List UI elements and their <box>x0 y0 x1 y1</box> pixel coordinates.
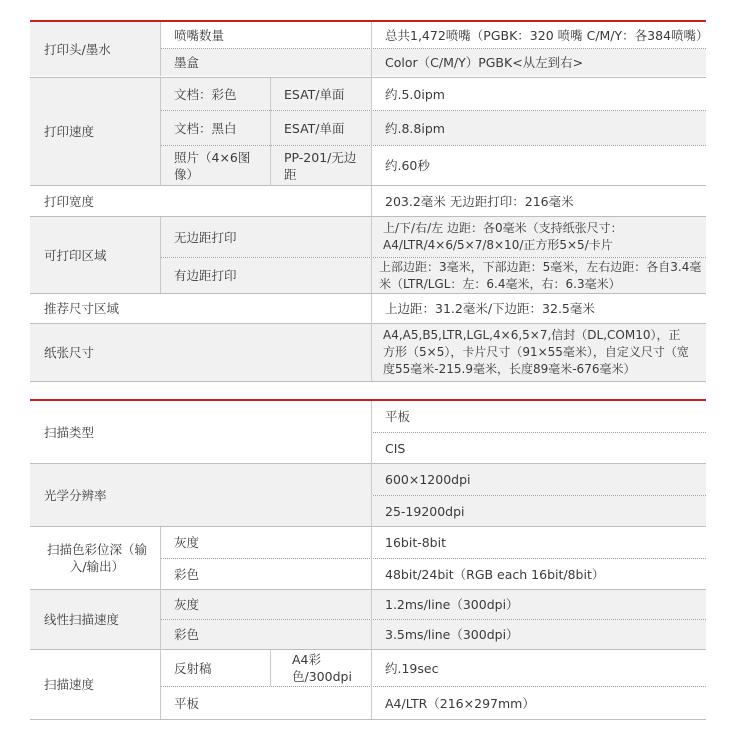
bordered-value <box>371 258 706 293</box>
bordered-label-text: 有边距打印 <box>174 268 237 283</box>
speed-row-mode <box>270 78 371 110</box>
col-divider <box>270 650 271 686</box>
col-divider <box>371 401 372 719</box>
scan-type-label <box>30 401 371 463</box>
bordered-value-text: 上部边距：3毫米，下部边距：5毫米，左右边距：各自3.4毫米（LTR/LGL：左：6.4毫米，右：6.3毫米） <box>379 259 702 291</box>
col-divider <box>270 78 271 185</box>
color-depth-label-text: 扫描色彩位深（输入/输出） <box>46 542 147 574</box>
bordered-label <box>160 258 371 293</box>
line-speed-value-text: 1.2ms/line（300dpi） <box>385 597 519 612</box>
print-width-label-text: 打印宽度 <box>44 193 95 209</box>
print-speed-label-text: 打印速度 <box>44 124 95 139</box>
borderless-label <box>160 217 371 257</box>
depth-sub-label <box>160 559 371 589</box>
speed-row-value <box>371 111 706 145</box>
print-spec-table <box>30 20 709 382</box>
printable-area-label <box>30 217 160 293</box>
speed-value-text: 约.5.0ipm <box>385 86 445 102</box>
recommended-value-text: 上边距：31.2毫米/下边距：32.5毫米 <box>385 301 595 316</box>
scan-spec-table <box>30 399 706 721</box>
print-speed-label <box>30 78 160 185</box>
ink-label <box>160 49 371 76</box>
group-divider <box>30 381 706 382</box>
line-speed-sub-text: 灰度 <box>174 597 200 612</box>
speed-row-type <box>160 111 270 145</box>
speed-row-value <box>371 146 706 185</box>
speed-row-value <box>371 78 706 110</box>
speed-value-text: 约.60秒 <box>385 158 430 173</box>
paper-size-value-text: A4,A5,B5,LTR,LGL,4×6,5×7,信封（DL,COM10），正方形（5×5），卡片尺寸（91×55毫米），自定义尺寸（宽度55毫米-215.9毫米，长度89毫米-676毫米） <box>383 328 689 376</box>
scan-type-label-text: 扫描类型 <box>44 424 95 440</box>
resolution-value-text: 600×1200dpi <box>385 472 471 487</box>
speed-type-text: 文档：黑白 <box>174 120 237 136</box>
depth-sub-text: 彩色 <box>174 566 200 582</box>
nozzle-value-text: 总共1,472喷嘴（PGBK：320 喷嘴 C/M/Y：各384喷嘴） <box>385 27 709 43</box>
col-divider <box>160 78 161 185</box>
speed-row-type <box>160 146 270 185</box>
line-speed-sub-label <box>160 620 371 649</box>
scan-speed-value-text: A4/LTR（216×297mm） <box>385 695 535 711</box>
scan-speed-sub-label <box>160 650 270 686</box>
borderless-value-text: 上/下/右/左 边距：各0毫米（支持纸张尺寸：A4/LTR/4×6/5×7/8×10/正方形5×5/卡片 <box>383 221 623 252</box>
resolution-label-text: 光学分辨率 <box>44 487 107 503</box>
scan-speed-mode-text: A4彩色/300dpi <box>292 652 352 684</box>
speed-value-text: 约.8.8ipm <box>385 120 445 136</box>
resolution-value-text: 25-19200dpi <box>385 503 465 519</box>
printhead-label-text: 打印头/墨水 <box>44 41 111 57</box>
depth-sub-label <box>160 527 371 558</box>
speed-mode-text: PP-201/无边距 <box>284 149 357 182</box>
line-speed-label-text: 线性扫描速度 <box>44 612 120 627</box>
speed-row-mode <box>270 146 371 185</box>
col-divider <box>160 22 161 76</box>
print-width-value <box>371 186 706 216</box>
col-divider <box>371 22 372 381</box>
nozzle-label <box>160 22 371 48</box>
scan-speed-value <box>371 650 706 686</box>
printable-area-label-text: 可打印区域 <box>44 247 107 263</box>
scan-speed-sub-text: 平板 <box>174 695 200 711</box>
scan-speed-label-text: 扫描速度 <box>44 677 95 692</box>
resolution-label <box>30 464 371 526</box>
scan-speed-value-text: 约.19sec <box>385 660 439 676</box>
nozzle-label-text: 喷嘴数量 <box>174 27 225 43</box>
depth-sub-text: 灰度 <box>174 535 200 550</box>
print-width-value-text: 203.2毫米 无边距打印：216毫米 <box>385 193 574 209</box>
recommended-label-text: 推荐尺寸区域 <box>44 301 120 316</box>
speed-type-text: 照片（4×6图像） <box>174 149 251 182</box>
paper-size-value <box>371 324 706 381</box>
paper-size-label-text: 纸张尺寸 <box>44 345 95 360</box>
paper-size-label <box>30 324 371 381</box>
line-speed-sub-label <box>160 590 371 619</box>
recommended-area-value <box>371 294 706 323</box>
line-speed-value-text: 3.5ms/line（300dpi） <box>385 627 519 642</box>
scan-speed-mode <box>270 650 371 686</box>
depth-value <box>371 527 706 558</box>
depth-value-text: 48bit/24bit（RGB each 16bit/8bit） <box>385 566 605 582</box>
borderless-label-text: 无边距打印 <box>174 229 237 245</box>
printhead-label <box>30 22 160 76</box>
resolution-value <box>371 496 706 526</box>
scan-type-value-text: 平板 <box>385 409 411 424</box>
row-divider <box>160 48 706 49</box>
scan-speed-value <box>371 687 706 719</box>
speed-mode-text: ESAT/单面 <box>284 120 345 136</box>
recommended-area-label <box>30 294 371 323</box>
nozzle-value <box>371 22 709 48</box>
depth-value <box>371 559 706 589</box>
ink-value <box>371 49 706 76</box>
speed-row-mode <box>270 111 371 145</box>
line-speed-value <box>371 590 706 619</box>
scan-type-value-text: CIS <box>385 440 406 456</box>
scan-speed-label <box>30 650 160 719</box>
scan-speed-sub-text: 反射稿 <box>174 660 212 676</box>
scan-type-value <box>371 401 706 432</box>
speed-row-type <box>160 78 270 110</box>
ink-label-text: 墨盒 <box>174 55 200 70</box>
line-speed-label <box>30 590 160 649</box>
print-width-label <box>30 186 371 216</box>
borderless-value <box>371 217 706 257</box>
col-divider <box>160 527 161 719</box>
speed-mode-text: ESAT/单面 <box>284 86 345 102</box>
ink-value-text: Color（C/M/Y）PGBK<从左到右> <box>385 55 584 70</box>
depth-value-text: 16bit-8bit <box>385 535 446 550</box>
scan-speed-sub-label <box>160 687 270 719</box>
line-speed-sub-text: 彩色 <box>174 627 200 642</box>
speed-type-text: 文档：彩色 <box>174 86 237 102</box>
line-speed-value <box>371 620 706 649</box>
group-divider <box>30 719 706 720</box>
col-divider <box>160 217 161 293</box>
scan-type-value <box>371 433 706 463</box>
resolution-value <box>371 464 706 495</box>
color-depth-label <box>30 527 160 589</box>
